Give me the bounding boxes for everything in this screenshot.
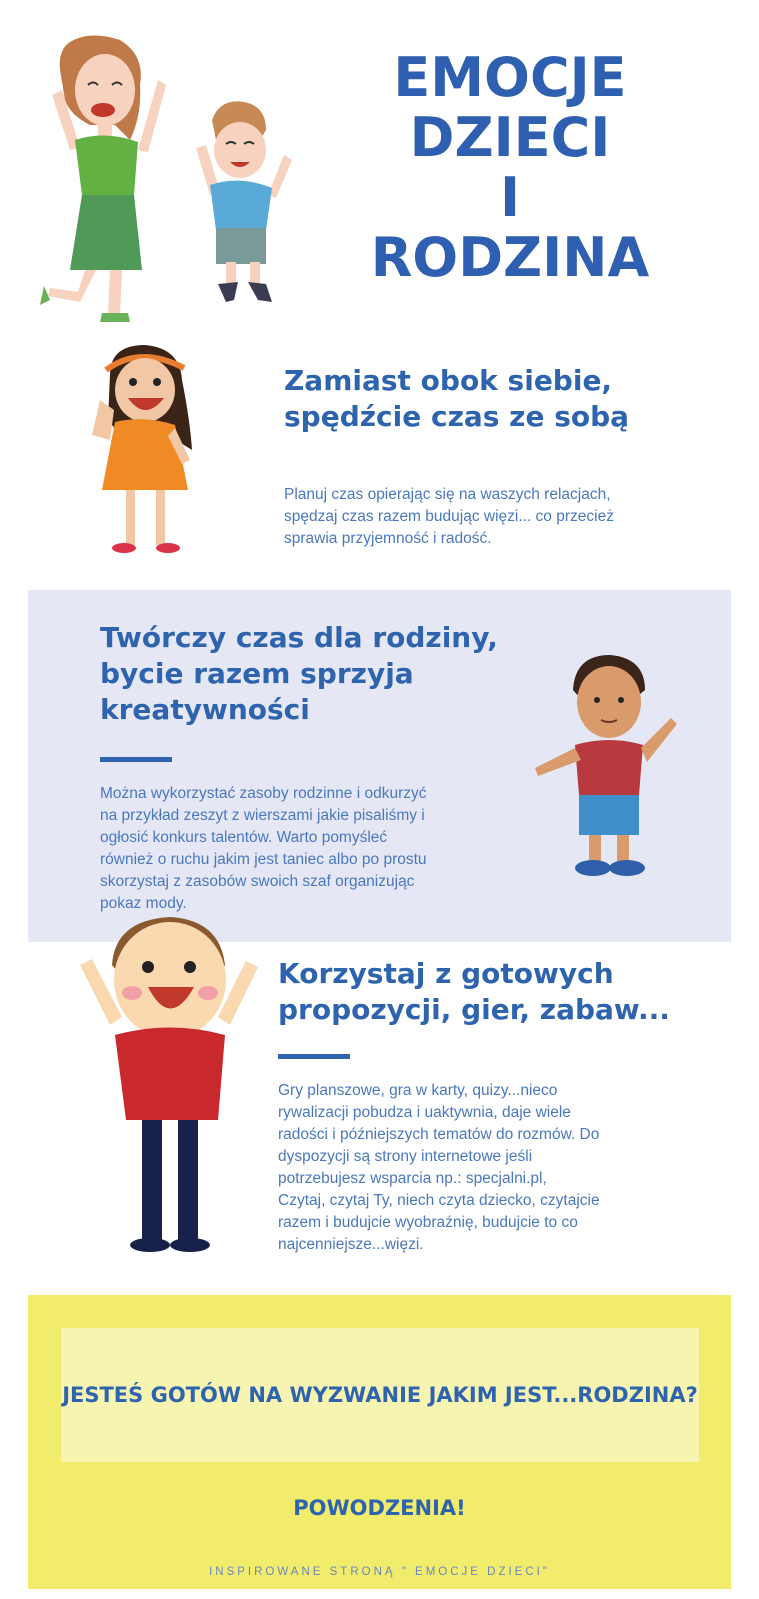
boy-shorts — [216, 228, 266, 264]
section3-body — [278, 1080, 738, 1256]
title-line-3: I — [499, 166, 521, 229]
section3-body-line-8: najcenniejsze...więzi. — [278, 1236, 424, 1253]
boy3-face — [114, 922, 226, 1038]
section2-heading-line-3: kreatywności — [100, 693, 310, 726]
title-line-2: DZIECI — [409, 106, 611, 169]
boy2-shorts — [579, 795, 639, 835]
section3-body-line-1: Gry planszowe, gra w karty, quizy...nieco — [278, 1082, 558, 1099]
mother-and-son-illustration — [30, 30, 290, 330]
girl-illustration — [80, 340, 220, 570]
boy-shirt — [210, 181, 272, 230]
section2-body-line-1: Można wykorzystać zasoby rodzinne i odkurzyć — [100, 785, 427, 802]
mother-skirt — [70, 195, 142, 270]
section2-divider — [100, 757, 172, 762]
boy3-shirt — [115, 1028, 225, 1121]
section2-heading — [100, 620, 520, 728]
section3-body-line-3: radości i późniejszych tematów do rozmów. Do — [278, 1126, 600, 1143]
cheering-boy-illustration — [70, 905, 270, 1265]
section3-body-line-4: dyspozycji są strony internetowe jeśli — [278, 1148, 533, 1165]
boy2-shirt — [575, 740, 643, 795]
girl-face — [115, 358, 175, 422]
page-title — [340, 48, 680, 288]
section1-heading — [284, 363, 724, 435]
section2-body-line-6: pokaz mody. — [100, 895, 187, 912]
challenge-text: JESTEŚ GOTÓW NA WYZWANIE JAKIM JEST...RODZINA? — [62, 1383, 698, 1407]
section2-heading-line-2: bycie razem sprzyja — [100, 657, 414, 690]
section2-body-line-5: skorzystaj z zasobów swoich szaf organizując — [100, 873, 415, 890]
boy-face — [214, 122, 266, 178]
good-luck-text: POWODZENIA! — [293, 1496, 466, 1520]
boy-red-shirt-illustration — [535, 650, 695, 890]
section3-divider — [278, 1054, 350, 1059]
section3-heading-line-1: Korzystaj z gotowych — [278, 957, 614, 990]
title-line-4: RODZINA — [370, 226, 650, 289]
inspired-by-text: INSPIROWANE STRONĄ " EMOCJE DZIECI" — [209, 1566, 550, 1578]
section3-body-line-6: Czytaj, czytaj Ty, niech czyta dziecko, czytajcie — [278, 1192, 600, 1209]
section3-body-line-2: rywalizacji pobudza i uaktywnia, daje wiele — [278, 1104, 571, 1121]
section3-body-line-7: razem i budujcie wyobraźnię, budujcie to co — [278, 1214, 578, 1231]
section1-body-line-3: sprawia przyjemność i radość. — [284, 530, 492, 547]
section1-heading-line-1: Zamiast obok siebie, — [284, 364, 613, 397]
section2-body-line-2: na przykład zeszyt z wierszami jakie pisaliśmy i — [100, 807, 425, 824]
section2-heading-line-1: Twórczy czas dla rodziny, — [100, 621, 498, 654]
section2-body-line-4: również o ruchu jakim jest taniec albo po prostu — [100, 851, 427, 868]
section1-body-line-2: spędzaj czas razem budując więzi... co przecież — [284, 508, 614, 525]
section2-body — [100, 783, 520, 915]
section3-body-line-5: potrzebujesz wsparcia np.: specjalni.pl, — [278, 1170, 547, 1187]
section1-body-line-1: Planuj czas opierając się na waszych relacjach, — [284, 486, 611, 503]
section3-heading-line-2: propozycji, gier, zabaw... — [278, 993, 670, 1026]
boy2-face — [577, 666, 641, 738]
title-line-1: EMOCJE — [393, 46, 627, 109]
section3-heading — [278, 956, 738, 1028]
section2-body-line-3: ogłosić konkurs talentów. Warto pomyśleć — [100, 829, 388, 846]
section1-heading-line-2: spędźcie czas ze sobą — [284, 400, 630, 433]
mother-shirt — [75, 135, 138, 195]
section1-body — [284, 484, 724, 550]
